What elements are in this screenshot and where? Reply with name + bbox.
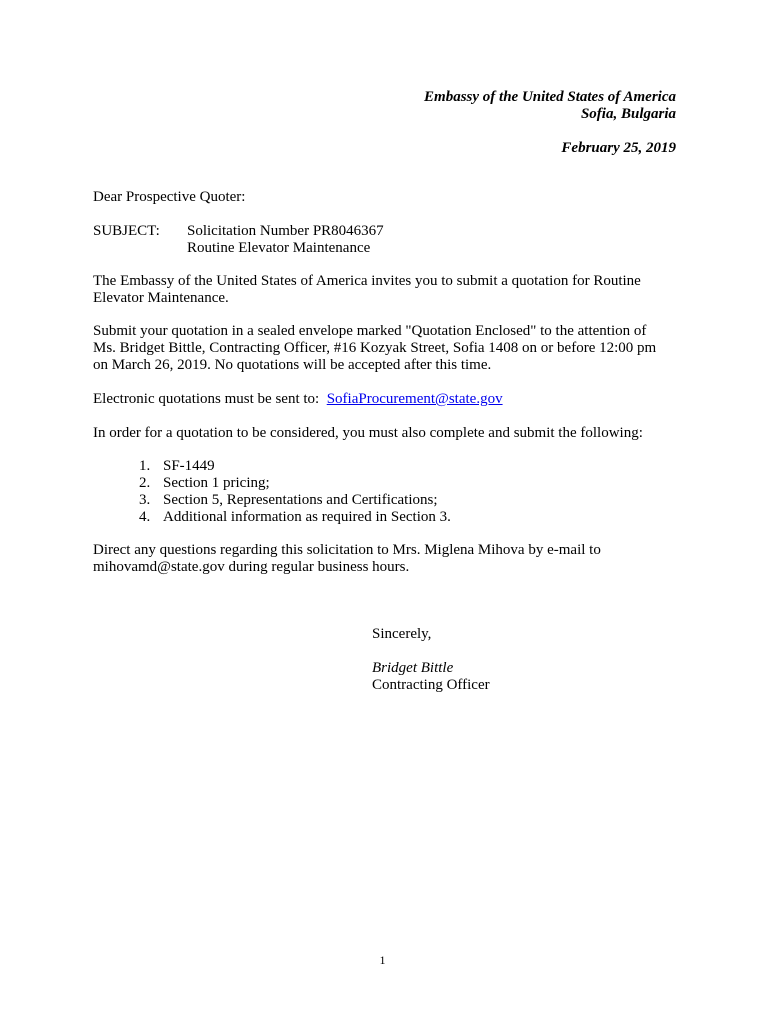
list-number: 2. [139, 475, 151, 491]
submission-paragraph [93, 323, 683, 374]
page-number: 1 [379, 953, 386, 967]
list-number: 4. [139, 509, 151, 525]
list-number: 1. [139, 458, 151, 474]
list-text: Section 5, Representations and Certifications; [163, 492, 438, 508]
procurement-email-link[interactable]: SofiaProcurement@state.gov [326, 391, 503, 407]
questions-line: Direct any questions regarding this solicitation to Mrs. Miglena Mihova by e-mail to [93, 542, 601, 558]
submission-line: Ms. Bridget Bittle, Contracting Officer, #16 Kozyak Street, Sofia 1408 on or before 12:00 pm [93, 340, 657, 356]
subject-label: SUBJECT: [93, 223, 160, 239]
list-text: Additional information as required in Section 3. [163, 509, 451, 525]
requirements-intro: In order for a quotation to be considered, you must also complete and submit the following: [93, 425, 643, 441]
list-text: Section 1 pricing; [163, 475, 270, 491]
embassy-name: Embassy of the United States of America [424, 89, 676, 105]
subject-title: Routine Elevator Maintenance [187, 240, 371, 256]
invitation-line: Elevator Maintenance. [93, 290, 229, 306]
subject-solicitation: Solicitation Number PR8046367 [187, 223, 384, 239]
submission-line: on March 26, 2019. No quotations will be accepted after this time. [93, 357, 492, 373]
questions-paragraph [93, 542, 683, 576]
embassy-location: Sofia, Bulgaria [580, 106, 676, 122]
submission-line: Submit your quotation in a sealed envelope marked "Quotation Enclosed" to the attention of [93, 323, 647, 339]
signatory-title: Contracting Officer [372, 677, 490, 693]
invitation-paragraph [93, 273, 683, 307]
signature-name: Bridget Bittle [372, 660, 454, 676]
questions-line: mihovamd@state.gov during regular business hours. [93, 559, 410, 575]
list-number: 3. [139, 492, 151, 508]
electronic-prefix: Electronic quotations must be sent to: [93, 391, 320, 407]
greeting: Dear Prospective Quoter: [93, 189, 246, 205]
letter-date: February 25, 2019 [561, 140, 676, 156]
list-text: SF-1449 [163, 458, 215, 474]
closing-salutation: Sincerely, [372, 626, 432, 642]
electronic-quotations-line [93, 391, 503, 408]
invitation-line: The Embassy of the United States of America invites you to submit a quotation for Routine [93, 273, 641, 289]
